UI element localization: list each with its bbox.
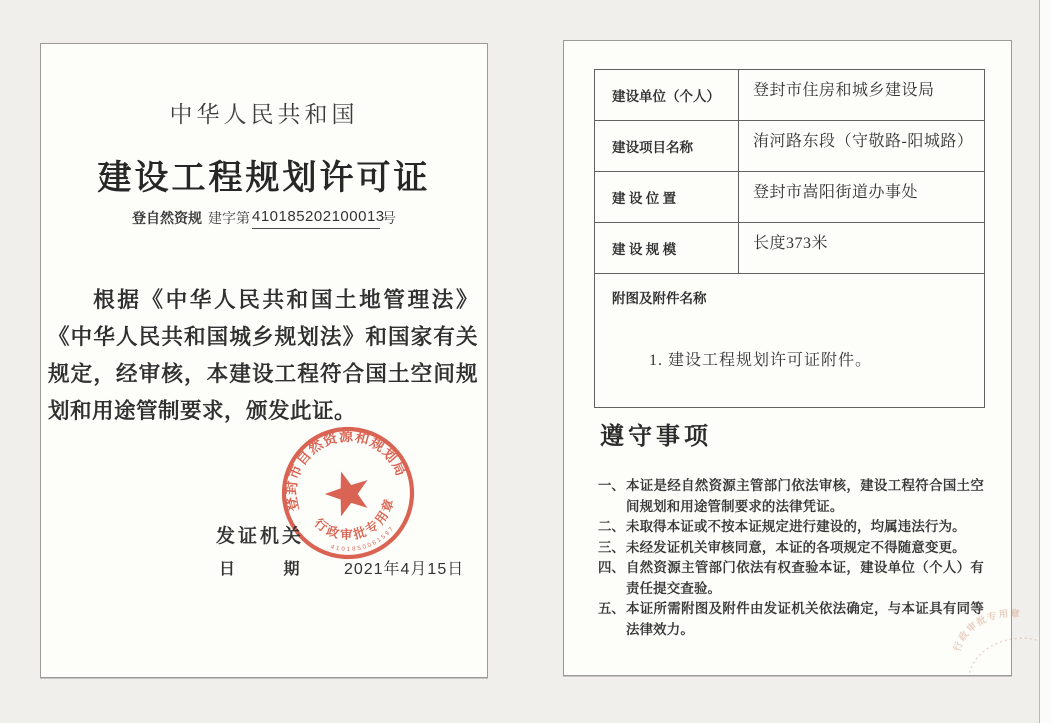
notice-item-text: 本证是经自然资源主管部门依法审核，建设工程符合国土空间规划和用途管制要求的法律凭证。 — [626, 478, 984, 514]
issue-date-line — [219, 556, 464, 579]
faint-stamp-arc — [963, 631, 1051, 676]
serial-prefix-bold: 登自然资规 — [132, 210, 202, 226]
field-value: 登封市住房和城乡建设局 — [739, 70, 985, 121]
field-label: 建 设 规 模 — [595, 223, 739, 274]
table-row — [595, 172, 985, 223]
notice-item-marker: 三、 — [598, 539, 625, 555]
attachments-value: 1. 建设工程规划许可证附件。 — [649, 352, 873, 369]
field-value: 登封市嵩阳街道办事处 — [739, 172, 985, 223]
svg-text:行政审批专用章 — [952, 606, 1028, 655]
notice-item-text: 自然资源主管部门依法有权查验本证，建设单位（个人）有责任提交查验。 — [626, 560, 984, 596]
project-info-table — [594, 69, 985, 408]
notice-item — [598, 538, 984, 559]
certificate-serial-line — [41, 208, 487, 229]
certificate-details-page — [563, 40, 1022, 676]
country-title: 中华人民共和国 — [169, 102, 359, 127]
field-label: 建 设 位 置 — [595, 172, 739, 223]
serial-number-underline — [252, 208, 385, 229]
field-value: 洧河路东段（守敬路-阳城路） — [739, 121, 985, 172]
field-label: 建设项目名称 — [595, 121, 739, 172]
serial-suffix: 号 — [382, 210, 396, 226]
notice-item-text: 未取得本证或不按本证规定进行建设的，均属违法行为。 — [626, 519, 966, 534]
issuing-authority-label: 发证机关 — [216, 526, 305, 547]
certificate-cover-page — [40, 43, 488, 678]
certificate-title: 建设工程规划许可证 — [97, 159, 431, 197]
notice-item-marker: 五、 — [598, 601, 625, 616]
notice-item-text: 未经发证机关审核同意，本证的各项规定不得随意变更。 — [626, 539, 966, 555]
serial-prefix: 建字第 — [208, 210, 250, 226]
notice-item — [598, 517, 984, 538]
serial-number: 410185202100013 — [252, 208, 385, 225]
seal-bottom-text: 行政审批专用章 — [311, 495, 398, 543]
seal-star-icon — [320, 465, 376, 519]
attachments-label: 附图及附件名称 — [612, 291, 707, 306]
notice-item-marker: 二、 — [598, 519, 625, 534]
date-label-part1: 日 — [219, 561, 236, 578]
table-row — [595, 223, 985, 274]
notice-item — [598, 599, 984, 640]
table-row — [595, 121, 985, 172]
notice-item — [598, 476, 984, 517]
notice-heading: 遵守事项 — [600, 423, 712, 450]
table-row-attachments — [595, 274, 985, 408]
notice-list — [598, 476, 984, 640]
faint-stamp-text: 行政审批专用章 — [952, 608, 1022, 654]
date-label-part2: 期 — [283, 561, 300, 578]
scan-margin-area — [1040, 0, 1051, 723]
field-value: 长度373米 — [739, 223, 985, 274]
seal-number-text: 4101850061597 — [329, 524, 397, 554]
notice-item — [598, 558, 984, 599]
notice-item-marker: 一、 — [598, 478, 625, 493]
issue-date-value: 2021年4月15日 — [343, 561, 465, 578]
faint-partial-stamp — [952, 606, 1051, 676]
field-label: 建设单位（个人） — [595, 70, 739, 121]
seal-top-text: 登封市自然资源和规划局 — [282, 427, 411, 513]
notice-item-text: 本证所需附图及附件由发证机关依法确定，与本证具有同等法律效力。 — [626, 601, 984, 637]
certificate-body-text: 根据《中华人民共和国土地管理法》《中华人民共和国城乡规划法》和国家有关规定，经审核，本建设工程符合国土空间规划和用途管制要求，颁发此证。 — [48, 288, 478, 423]
table-row — [595, 70, 985, 121]
notice-item-marker: 四、 — [598, 560, 625, 575]
attachments-cell — [595, 274, 985, 408]
